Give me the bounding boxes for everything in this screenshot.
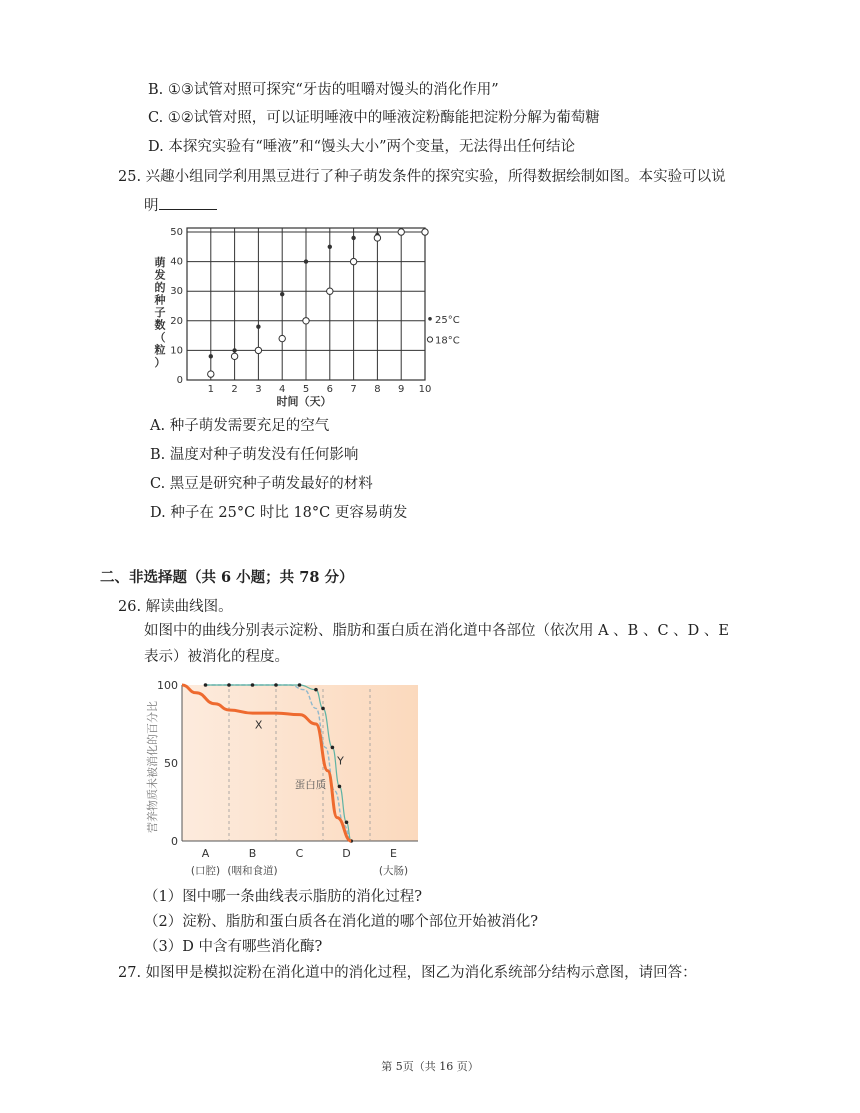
y-tick-label: 0 xyxy=(176,375,183,386)
category-note: (咽和食道) xyxy=(227,865,278,877)
curve-y-dot xyxy=(345,820,349,824)
curve-y-dot xyxy=(227,683,231,687)
data-point-18c xyxy=(208,371,214,377)
answer-blank xyxy=(159,195,217,210)
y-tick-label: 50 xyxy=(164,757,178,770)
data-point-18c xyxy=(374,235,380,241)
data-point-18c xyxy=(422,229,428,235)
legend-label-18c: 18°C xyxy=(435,335,460,347)
data-point-25c xyxy=(209,354,213,358)
data-point-18c xyxy=(303,318,309,324)
q26-description-continued: 表示）被消化的程度。 xyxy=(144,649,289,665)
curve-y-dot xyxy=(298,683,302,687)
category-note: (大肠) xyxy=(378,865,409,877)
y-tick-label: 20 xyxy=(170,315,183,327)
data-point-25c xyxy=(351,236,355,240)
q24-option-b: B. ①③试管对照可探究“牙齿的咀嚼对馒头的消化作用” xyxy=(148,82,499,98)
seed-germination-chart xyxy=(150,218,460,414)
data-point-18c xyxy=(279,335,285,341)
category-note: (口腔) xyxy=(190,865,221,877)
x-tick-label: 10 xyxy=(418,384,432,395)
q25-option-c: C. 黑豆是研究种子萌发最好的材料 xyxy=(150,476,373,492)
data-point-25c xyxy=(232,348,236,352)
x-tick-label: 4 xyxy=(279,384,286,395)
chart-background xyxy=(182,685,418,841)
data-point-18c xyxy=(398,229,404,235)
y-tick-label: 30 xyxy=(170,286,183,298)
x-tick-label: 9 xyxy=(398,384,405,395)
curve-y-dot xyxy=(314,688,318,692)
legend-marker-25c xyxy=(428,317,432,321)
chart-points xyxy=(208,229,429,377)
q24-option-c: C. ①②试管对照，可以证明唾液中的唾液淀粉酶能把淀粉分解为葡萄糖 xyxy=(148,110,600,126)
q25-stem-word: 明 xyxy=(144,198,159,214)
curve-y-dot xyxy=(331,746,335,750)
y-tick-label: 10 xyxy=(170,345,183,357)
data-point-25c xyxy=(304,259,308,263)
data-point-25c xyxy=(328,245,332,249)
y-tick-label: 40 xyxy=(170,256,183,268)
category-label: A xyxy=(201,847,210,860)
data-point-25c xyxy=(256,325,260,329)
curve-y-dot xyxy=(251,683,255,687)
q25-option-a: A. 种子萌发需要充足的空气 xyxy=(150,418,330,434)
x-tick-label: 6 xyxy=(326,384,333,395)
y-axis-label: 营养物质未被消化的百分比 xyxy=(146,701,159,833)
q26-subquestion-1: （1）图中哪一条曲线表示脂肪的消化过程? xyxy=(144,889,422,905)
x-tick-label: 5 xyxy=(302,384,310,395)
y-tick-label: 100 xyxy=(157,679,178,692)
y-axis-label: 萌发的种子数（粒） xyxy=(154,256,166,369)
q25-option-b: B. 温度对种子萌发没有任何影响 xyxy=(150,447,359,463)
data-point-18c xyxy=(255,347,261,353)
x-axis-label: 时间（天） xyxy=(276,395,332,408)
x-tick-label: 3 xyxy=(255,384,262,395)
x-tick-label: 1 xyxy=(207,384,214,395)
category-label: D xyxy=(342,847,351,860)
curve-x-label: X xyxy=(254,718,263,732)
y-tick-label: 0 xyxy=(171,835,178,848)
q26-subquestion-2: （2）淀粉、脂肪和蛋白质各在消化道的哪个部位开始被消化? xyxy=(144,914,538,930)
q25-stem-continued xyxy=(144,195,217,216)
curve-y-label: Y xyxy=(337,754,344,768)
x-tick-label: 7 xyxy=(350,384,357,395)
category-label: B xyxy=(248,847,257,860)
q25-stem: 25. 兴趣小组同学利用黑豆进行了种子萌发条件的探究实验，所得数据绘制如图。本实验可以说 xyxy=(118,169,726,185)
protein-curve-label: 蛋白质 xyxy=(294,778,327,791)
curve-y-dot xyxy=(274,683,278,687)
x-tick-label: 2 xyxy=(231,384,238,395)
y-tick-label: 50 xyxy=(170,227,183,238)
digestion-curve-chart xyxy=(140,676,430,883)
category-label: C xyxy=(295,847,304,860)
curve-y-dot xyxy=(338,785,342,789)
category-label: E xyxy=(390,847,397,860)
q27-stem: 27. 如图甲是模拟淀粉在消化道中的消化过程，图乙为消化系统部分结构示意图，请回答： xyxy=(118,965,697,981)
data-point-18c xyxy=(350,258,356,264)
q26-description: 如图中的曲线分别表示淀粉、脂肪和蛋白质在消化道中各部位（依次用 A 、B 、C 、D 、E xyxy=(144,623,729,639)
plot-area xyxy=(182,685,418,841)
q26-subquestion-3: （3）D 中含有哪些消化酶? xyxy=(144,939,323,955)
data-point-25c xyxy=(280,292,284,296)
q25-option-d: D. 种子在 25°C 时比 18°C 更容易萌发 xyxy=(150,505,408,521)
curve-y-dot xyxy=(321,707,325,711)
legend-label-25c: 25°C xyxy=(435,314,460,326)
x-tick-label: 8 xyxy=(374,384,381,395)
legend-marker-18c xyxy=(427,337,432,342)
data-point-18c xyxy=(231,353,237,359)
data-point-18c xyxy=(327,288,333,294)
curve-y-dot xyxy=(204,683,208,687)
q26-title: 26. 解读曲线图。 xyxy=(118,599,233,615)
chart-grid xyxy=(187,228,425,380)
q24-option-d: D. 本探究实验有“唾液”和“馒头大小”两个变量，无法得出任何结论 xyxy=(148,139,575,155)
page-footer: 第 5页（共 16 页） xyxy=(381,1060,479,1073)
section-title: 二、非选择题（共 6 小题；共 78 分） xyxy=(100,569,354,586)
